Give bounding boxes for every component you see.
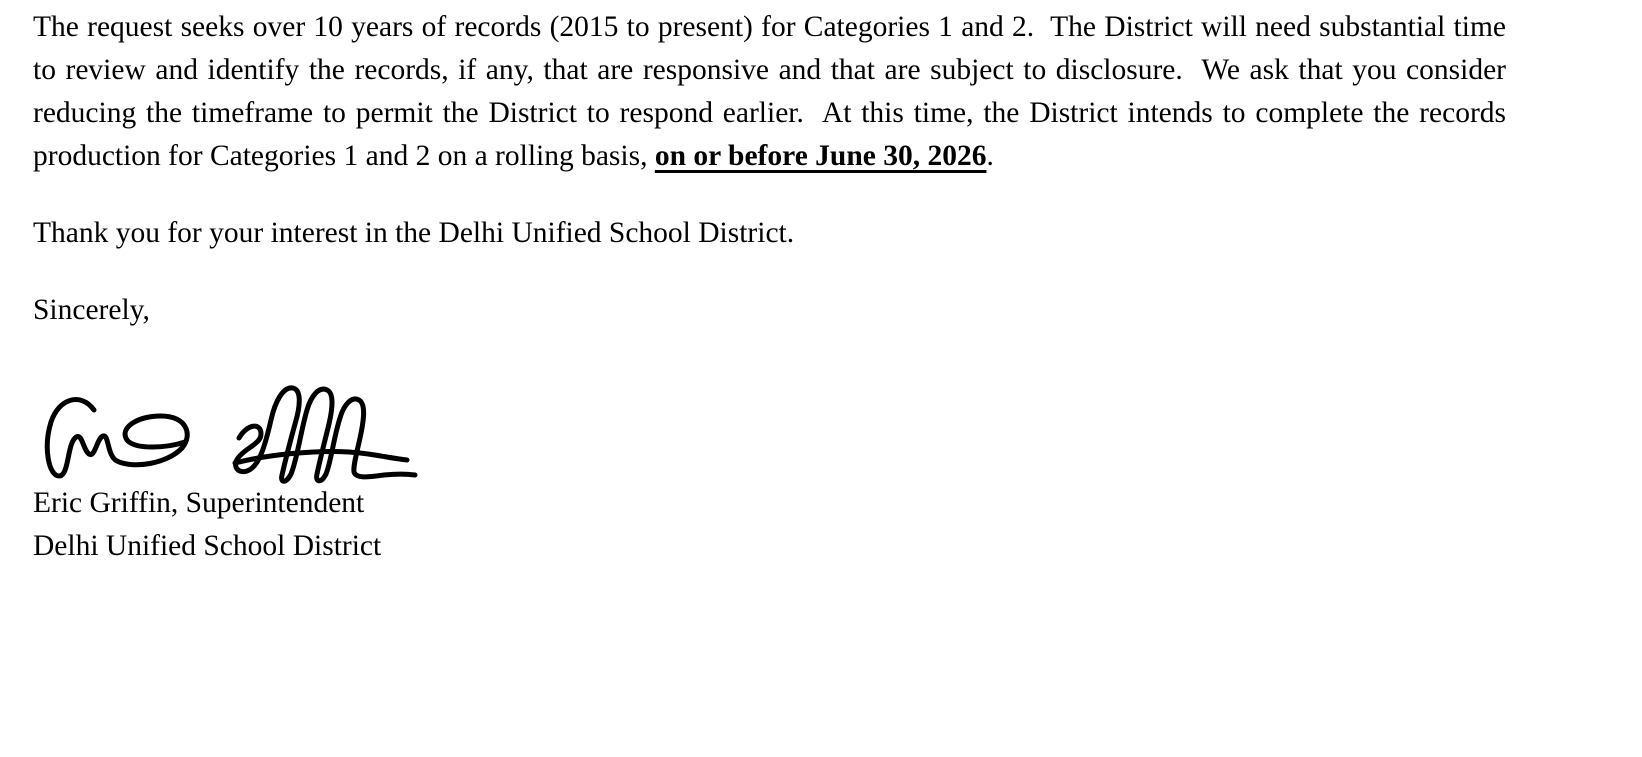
thank-you-line: Thank you for your interest in the Delhi Unified School District. xyxy=(33,217,795,249)
deadline-emphasis-text: on or before June 30, 2026 xyxy=(654,140,987,172)
signer-organization: Delhi Unified School District xyxy=(33,530,382,562)
signature-strokes xyxy=(39,380,419,488)
handwritten-signature xyxy=(39,380,419,488)
closing-salutation: Sincerely, xyxy=(33,294,150,326)
paragraph-text-after: . xyxy=(986,140,994,172)
signer-name-title: Eric Griffin, Superintendent xyxy=(33,487,365,519)
letter-page xyxy=(33,6,1514,568)
paragraph-text-before: The request seeks over 10 years of records (2015 to present) for Categories 1 and 2. The District will need substantial time to review and identify the records, if any, that are responsive and that are subject to disclosure. We ask that you consider reducing the timeframe to permit the District to respond earlier. At this time, the District intends to complete the records production for Categories 1 and 2 on a rolling basis, xyxy=(33,11,1514,172)
request-response-paragraph xyxy=(33,6,1514,178)
